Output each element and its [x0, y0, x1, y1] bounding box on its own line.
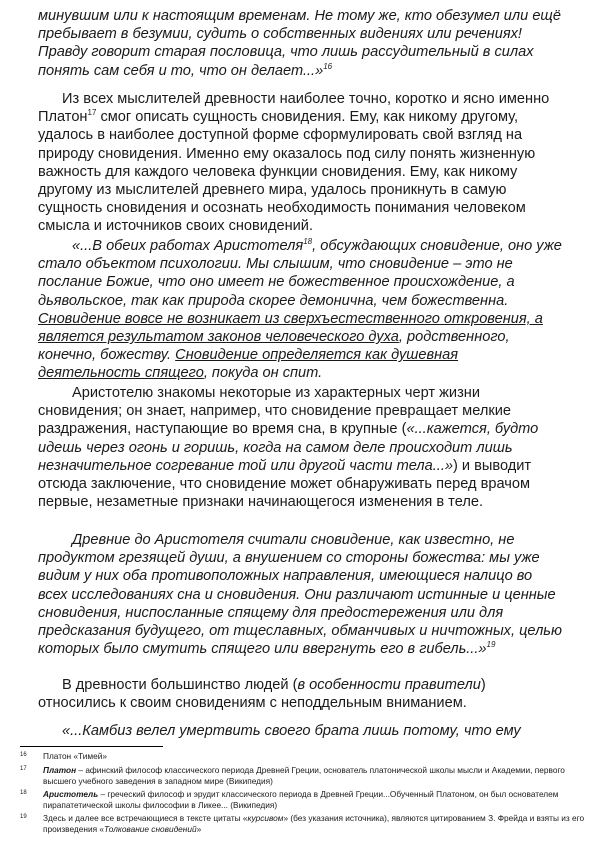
quote-ancients: Древние до Аристотеля считали сновидение, как известно, не продуктом грезящей души, а внушением со стороны божества: мы уже видим у них оба противоположных направления, имеющиеся налицо во всех исследованиях сна и сновидения. Они различают истинные и ценные сновидения, ниспосланные спящему для предостережения или для предсказания будущего, от тщеславных, обманчивых и ничтожных, целью которых было смутить спящего или ввергнуть его в гибель...»$^{19}$: [38, 532, 562, 658]
underlined-phrase-2: Сновидение определяется как душевная деятельность спящего: [38, 347, 459, 382]
document-page: минувшим или к настоящим временам. Не тому же, кто обезумел или ещё пребывает в безумии, судить о собственных видениях или речениях! Правду говорит старая пословица, что лишь рассудительный в силах понять сам себя и то, что он делает...»$^{16}$ Из всех мыслителей древности наиболее точно, коротко и ясно именно Платон$^{17}$ смог описать сущность сновидения. Ему, как никому другому, удалось в наиболее доступной форме сформулировать свой взгляд на природу сновидения. Именно ему оказалось под силу понять жизненную важность для каждого человека функции сновидения. Ему, как никому другому из мыслителей древнего мира, удалось проникнуть в самую сущность сновидения и осознать необходимость понимания человеком смысла и источников своих сновидений. «...В обеих работах Аристотеля$^{18}$, обсуждающих сновидение, оно уже стало объектом психологии. Мы слышим, что сновидение – это не послание Божие, что оно имеет не божественное происхождение, а дьявольское, так как природа скорее демонична, чем божественна. Сновидение вовсе не возникает из сверхъестественного откровения, а является результатом законов человеческого духа, родственного, конечно, божеству. Сновидение определяется как душевная деятельность спящего, покуда он спит. Аристотелю знакомы некоторые из характерных черт жизни сновидения; он знает, например, что сновидение превращает мелкие раздражения, наступающие во время сна, в крупные («...кажется, будто идешь через огонь и горишь, когда на самом деле происходит лишь незначительное согревание той или другой части тела...») и выводит отсюда заключение, что сновидение может обнаруживать перед врачом первые, незаметные признаки начинающегося изменения в теле. Древние до Аристотеля считали сновидение, как известно, не продуктом грезящей души, а внушением со стороны божества: мы уже видим у них оба противоположных направления, имеющиеся налицо во всех исследованиях сна и сновидения. Они различают истинные и ценные сновидения, ниспосланные спящему для предостережения или для предсказания будущего, от тщеславных, обманчивых и ничтожных, целью которых было смутить спящего или ввергнуть его в гибель...»$^{19}$ В древности большинство людей (в особенности правители) относились к своим сновидениям с неподдельным вниманием. «...Камбиз велел умертвить своего брата лишь потому, что ему 16 Платон «Тимей» 17 Платон – афинский философ классического периода Древней Греции, основатель платонической школы мысли и Академии, первого высшего учебного заведения в западном мире (Википедия) 18 Аристотель – греческий философ и эрудит классического периода в Древней Греции...Обученный Платоном, он был основателем пирапатетической школы философии в Ликее... (Википедия) 19 Здесь и далее все встречающиеся в тексте цитаты «курсивом» (без указания источника), являются цитированием З. Фрейда и взяты из его произведения «Толкование сновидений»: [20, 8, 585, 834]
footnote-divider: [20, 746, 163, 747]
footnote-ref-18[interactable]: 18: [303, 237, 313, 246]
footnote-ref-19[interactable]: 19: [486, 640, 496, 650]
quote-aristotle-works: «...В обеих работах Аристотеля$^{18}$, обсуждающих сновидение, оно уже стало объектом психологии. Мы слышим, что сновидение – это не послание Божие, что оно имеет не божественное происхождение, а дьявольское, так как природа скорее демонична, чем божественна. Сновидение вовсе не возникает из сверхъестественного откровения, а является результатом законов человеческого духа, родственного, конечно, божеству. Сновидение определяется как душевная деятельность спящего, покуда он спит.: [38, 237, 562, 382]
paragraph-antiquity: В древности большинство людей (в особенности правители) относились к своим сновидениям с неподдельным вниманием.: [38, 677, 486, 712]
quote-continuation: минувшим или к настоящим временам. Не тому же, кто обезумел или ещё пребывает в безумии, судить о собственных видениях или речениях! Правду говорит старая пословица, что лишь рассудительный в силах понять сам себя и то, что он делает...»$^{16}$: [38, 8, 561, 79]
paragraph-plato: Из всех мыслителей древности наиболее точно, коротко и ясно именно Платон$^{17}$ смог описать сущность сновидения. Ему, как никому другому, удалось в наиболее доступной форме сформулировать свой взгляд на природу сновидения. Именно ему оказалось под силу понять жизненную важность для каждого человека функции сновидения. Ему, как никому другому из мыслителей древнего мира, удалось проникнуть в самую сущность сновидения и осознать необходимость понимания человеком смысла и источников своих сновидений.: [38, 91, 550, 235]
inline-quote: «...кажется, будто идешь через огонь и горишь, когда на самом деле происходит лишь незначительное согревание той или другой части тела...»: [38, 421, 539, 474]
underlined-phrase-1: Сновидение вовсе не возникает из сверхъестественного откровения, а является результатом законов человеческого духа: [38, 310, 543, 346]
footnote-ref-17[interactable]: 17: [87, 108, 97, 118]
quote-cambyses: «...Камбиз велел умертвить своего брата лишь потому, что ему: [62, 723, 521, 739]
footnote-ref-16[interactable]: 16: [323, 61, 333, 71]
paragraph-aristotle-dreams: Аристотелю знакомы некоторые из характерных черт жизни сновидения; он знает, например, что сновидение превращает мелкие раздражения, наступающие во время сна, в крупные («...кажется, будто идешь через огонь и горишь, когда на самом деле происходит лишь незначительное согревание той или другой части тела...») и выводит отсюда заключение, что сновидение может обнаруживать перед врачом первые, незаметные признаки начинающегося изменения в теле.: [38, 385, 539, 511]
